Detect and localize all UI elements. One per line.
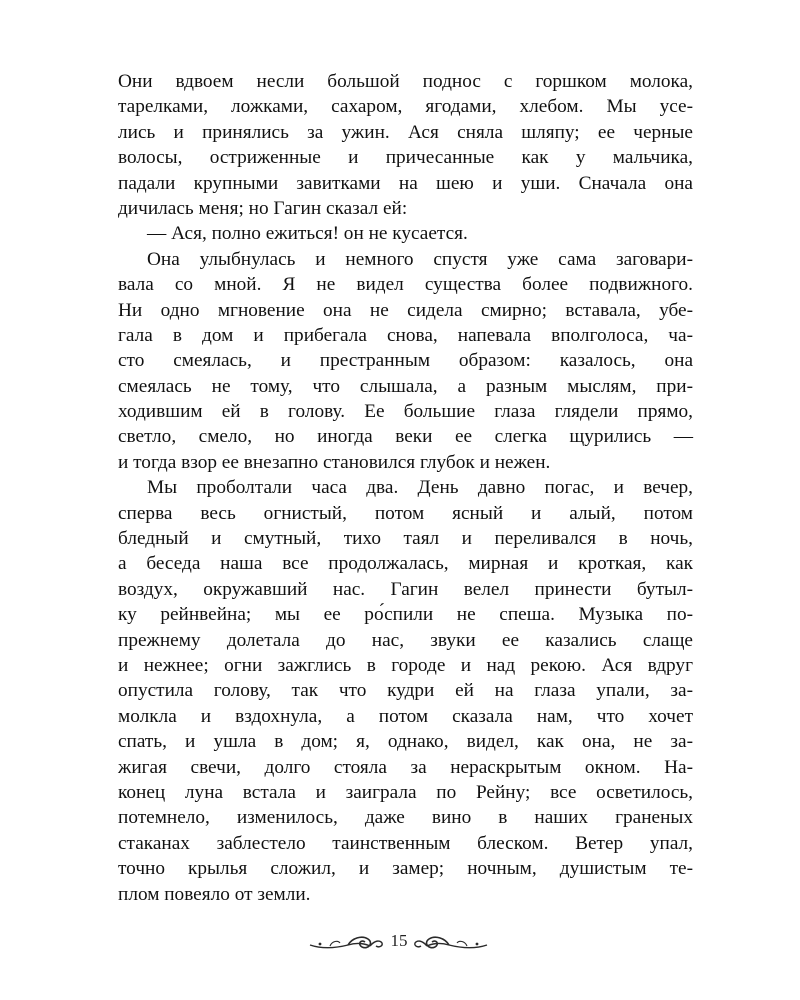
text-line: прежнему долетала до нас, звуки ее казались слаще xyxy=(118,629,693,651)
text-line: и тогда взор ее внезапно становился глубок и нежен. xyxy=(118,451,551,473)
text-line: Ни одно мгновение она не сидела смирно; вставала, убе- xyxy=(118,299,693,321)
text-line: Мы проболтали часа два. День давно погас, и вечер, xyxy=(147,477,693,499)
text-line: светло, смело, но иногда веки ее слегка щурились — xyxy=(118,426,693,448)
text-line: дичилась меня; но Гагин сказал ей: xyxy=(118,197,408,219)
text-line: воздух, окружавший нас. Гагин велел принести бутыл- xyxy=(118,578,693,600)
paragraph xyxy=(118,475,693,907)
paragraph xyxy=(118,221,693,246)
text-line: лись и принялись за ужин. Ася сняла шляпу; ее черные xyxy=(118,121,693,143)
text-line: Они вдвоем несли большой поднос с горшком молока, xyxy=(118,71,693,92)
swirl-ornament-left-icon xyxy=(308,932,384,952)
text-line: и нежнее; огни зажглись в городе и над рекою. Ася вдруг xyxy=(118,654,693,676)
text-line: волосы, остриженные и причесанные как у мальчика, xyxy=(118,147,693,169)
text-line: тарелками, ложками, сахаром, ягодами, хлебом. Мы усе- xyxy=(118,96,693,118)
text-line: а беседа наша все продолжалась, мирная и кроткая, как xyxy=(118,553,693,575)
text-line: гала в дом и прибегала снова, напевала вполголоса, ча- xyxy=(118,324,693,346)
paragraph xyxy=(118,247,693,476)
text-line: плом повеяло от земли. xyxy=(118,883,311,905)
text-line: спать, и ушла в дом; я, однако, видел, как она, не за- xyxy=(118,731,693,753)
page-footer xyxy=(0,926,800,956)
text-line: стаканах заблестело таинственным блеском. Ветер упал, xyxy=(118,832,693,854)
text-line: опустила голову, так что кудри ей на глаза упали, за- xyxy=(118,680,693,702)
text-line: молкла и вздохнула, а потом сказала нам, что хочет xyxy=(118,705,693,727)
text-line: ку рейнвейна; мы ее ро́спили не спеша. Музыка по- xyxy=(118,604,693,626)
text-line: ходившим ей в голову. Ее большие глаза глядели прямо, xyxy=(118,401,693,423)
text-line: Она улыбнулась и немного спустя уже сама заговари- xyxy=(147,248,693,270)
text-line: смеялась не тому, что слышала, а разным мыслям, при- xyxy=(118,375,693,397)
text-line: потемнело, изменилось, даже вино в наших граненых xyxy=(118,807,693,829)
text-line: жигая свечи, долго стояла за нераскрытым окном. На- xyxy=(118,756,693,778)
text-line: конец луна встала и заиграла по Рейну; все осветилось, xyxy=(118,781,693,803)
text-line: вала со мной. Я не видел существа более подвижного. xyxy=(118,274,693,296)
text-line: падали крупными завитками на шею и уши. Сначала она xyxy=(118,172,693,194)
swirl-ornament-right-icon xyxy=(413,932,489,952)
page-number: 15 xyxy=(390,931,408,950)
text-line: сто смеялась, и престранным образом: казалось, она xyxy=(118,350,693,372)
text-line: бледный и смутный, тихо таял и переливался в ночь, xyxy=(118,528,693,550)
body-text xyxy=(118,69,693,907)
text-line: точно крылья сложил, и замер; ночным, душистым те- xyxy=(118,858,693,880)
text-line: сперва весь огнистый, потом ясный и алый, потом xyxy=(118,502,693,524)
paragraph xyxy=(118,69,693,221)
text-line: — Ася, полно ежиться! он не кусается. xyxy=(147,223,468,245)
